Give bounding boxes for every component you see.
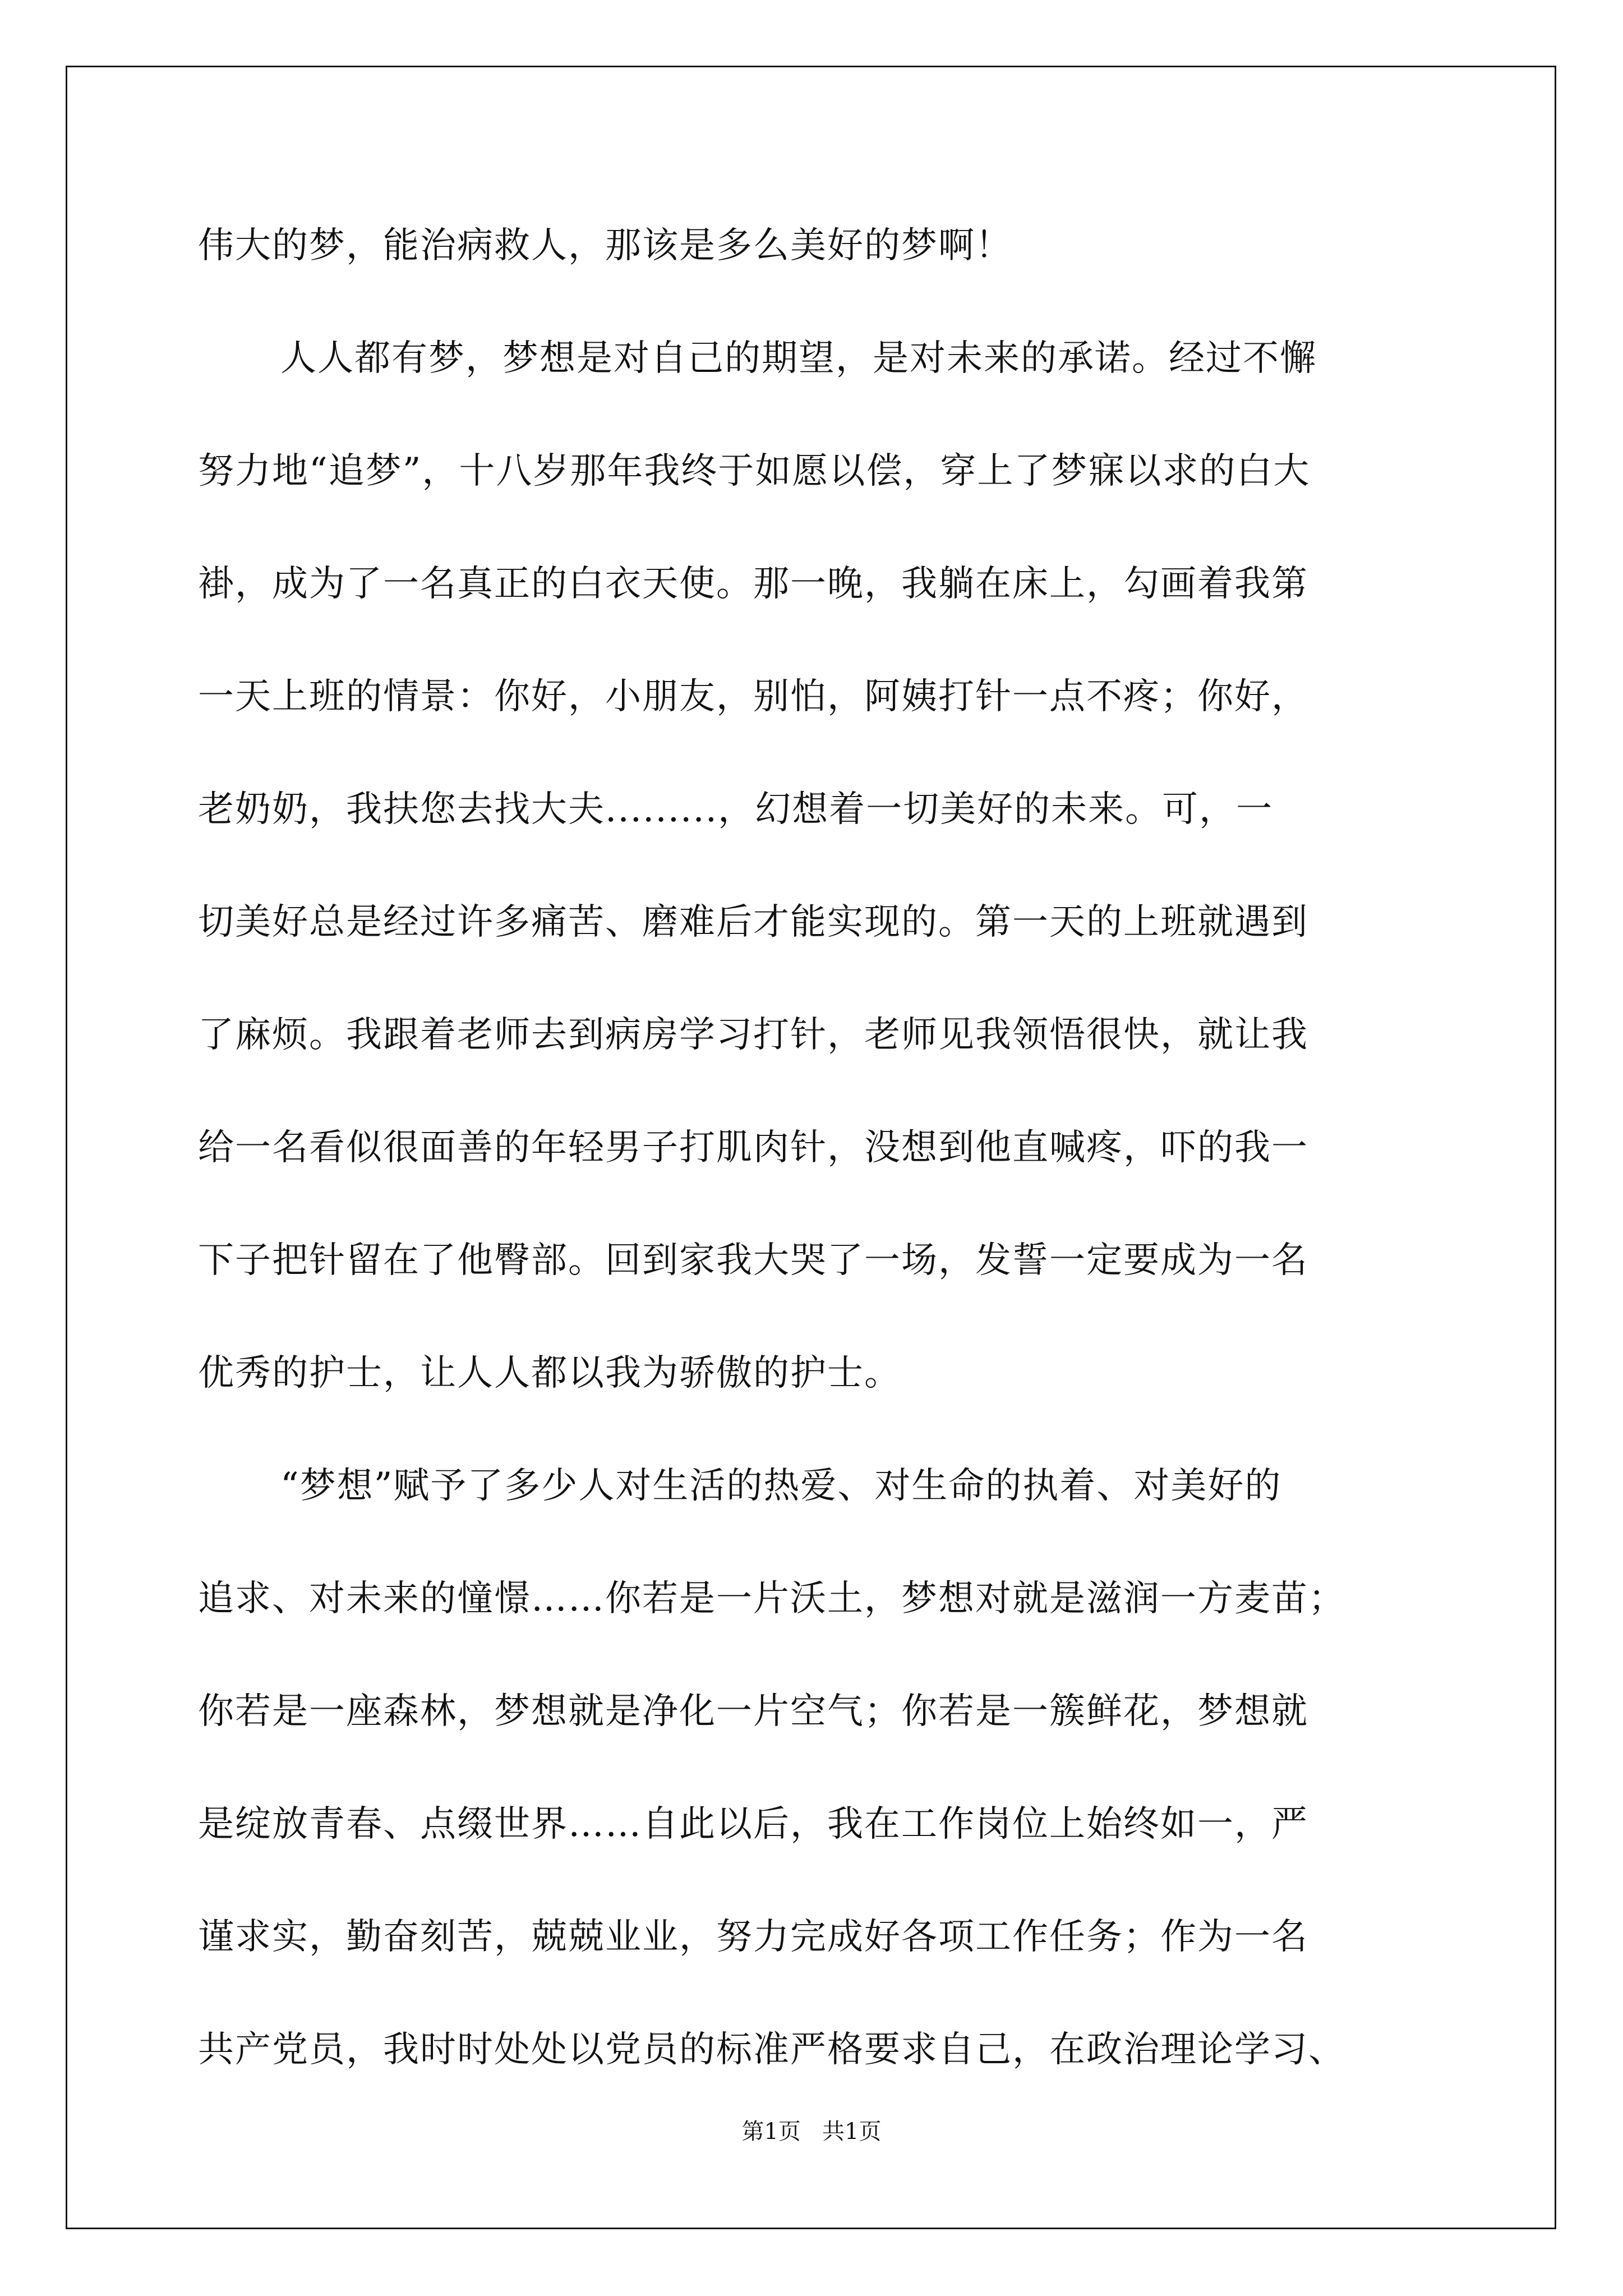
paragraph-first-line: 人人都有梦，梦想是对自己的期望，是对未来的承诺。经过不懈	[280, 338, 1317, 379]
text-line: 褂，成为了一名真正的白衣天使。那一晚，我躺在床上，勾画着我第	[198, 563, 1308, 605]
text-line: 老奶奶，我扶您去找大夫.........，幻想着一切美好的未来。可，一	[198, 789, 1274, 830]
page-footer: 第1页 共1页	[741, 2119, 882, 2145]
text-line: 下子把针留在了他臀部。回到家我大哭了一场，发誓一定要成为一名	[198, 1240, 1308, 1281]
text-line: 切美好总是经过许多痛苦、磨难后才能实现的。第一天的上班就遇到	[198, 901, 1308, 943]
text-line: 了麻烦。我跟着老师去到病房学习打针，老师见我领悟很快，就让我	[198, 1014, 1308, 1056]
text-line: 努力地“追梦”，十八岁那年我终于如愿以偿，穿上了梦寐以求的白大	[198, 450, 1311, 492]
text-line: 共产党员，我时时处处以党员的标准严格要求自己，在政治理论学习、	[198, 2029, 1345, 2070]
text-line: 谨求实，勤奋刻苦，兢兢业业，努力完成好各项工作任务；作为一名	[198, 1916, 1308, 1958]
text-line: 追求、对未来的憧憬……你若是一片沃土，梦想对就是滋润一方麦苗；	[198, 1578, 1345, 1619]
text-line: 伟大的梦，能治病救人，那该是多么美好的梦啊！	[198, 225, 1012, 266]
text-line: 你若是一座森林，梦想就是净化一片空气；你若是一簇鲜花，梦想就	[198, 1691, 1308, 1732]
text-line: 优秀的护士，让人人都以我为骄傲的护士。	[198, 1352, 901, 1394]
text-line: 一天上班的情景：你好，小朋友，别怕，阿姨打针一点不疼；你好，	[198, 676, 1308, 717]
text-line: 是绽放青春、点缀世界……自此以后，我在工作岗位上始终如一，严	[198, 1803, 1308, 1845]
paragraph-first-line: “梦想”赋予了多少人对生活的热爱、对生命的执着、对美好的	[280, 1465, 1282, 1507]
text-line: 给一名看似很面善的年轻男子打肌肉针，没想到他直喊疼，吓的我一	[198, 1127, 1308, 1168]
